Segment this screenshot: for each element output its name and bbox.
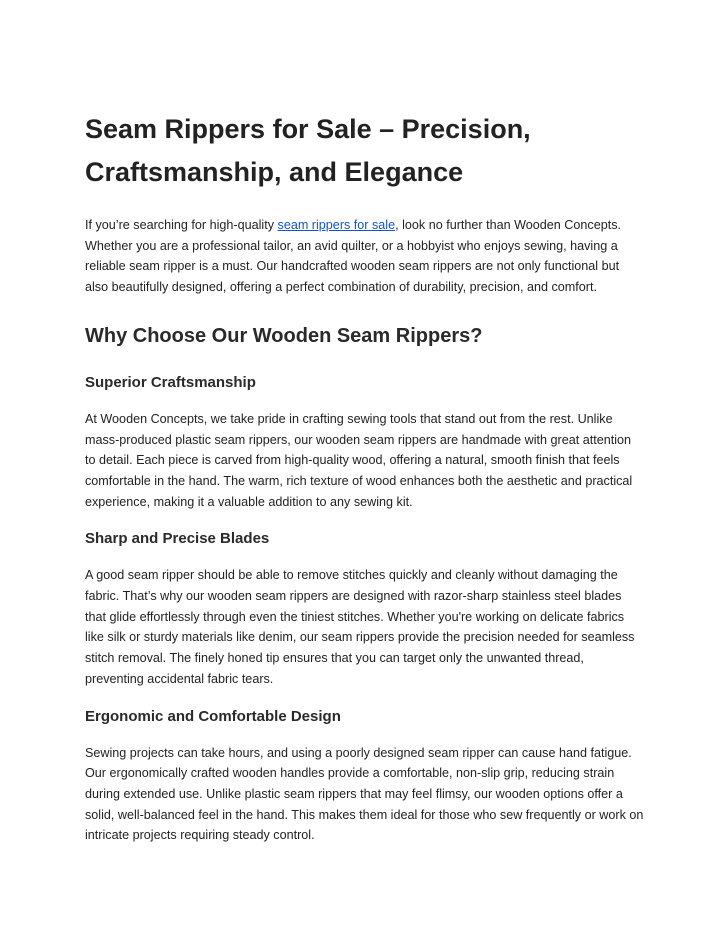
section-heading-superior-craftsmanship: Superior Craftsmanship: [85, 373, 256, 391]
intro-text-after-link: , look no further than Wooden Concepts. Whether you are a professional tailor, an avid quilter, or a hobbyist who enjoys sewing, having a reliable seam ripper is a must. Our handcrafted wooden seam rippers are not only functional but also beautifully designed, offering a perfect combination of durability, precision, and comfort.: [85, 218, 622, 295]
section-body-ergonomic-design: Sewing projects can take hours, and using a poorly designed seam ripper can cause hand fatigue. Our ergonomically crafted wooden handles provide a comfortable, non-slip grip, reducing strain during extended use. Unlike plastic seam rippers that may feel flimsy, our wooden options offer a solid, well-balanced feel in the hand. This makes them ideal for those who sew frequently or work on intricate projects requiring steady control.: [85, 745, 644, 843]
section-body-superior-craftsmanship: At Wooden Concepts, we take pride in crafting sewing tools that stand out from the rest. Unlike mass-produced plastic seam rippers, our wooden seam rippers are handmade with great attention to detail. Each piece is carved from high-quality wood, offering a natural, smooth finish that feels comfortable in the hand. The warm, rich texture of wood enhances both the aesthetic and practical experience, making it a valuable addition to any sewing kit.: [85, 411, 633, 509]
section-heading-sharp-blades: Sharp and Precise Blades: [85, 530, 270, 548]
seam-rippers-for-sale-link[interactable]: seam rippers for sale: [277, 218, 396, 232]
section-body-sharp-blades: A good seam ripper should be able to remove stitches quickly and cleanly without damaging the fabric. That’s why our wooden seam rippers are designed with razor-sharp stainless steel blades that glide effortlessly through even the tiniest stitches. Whether you're working on delicate fabrics like silk or sturdy materials like denim, our seam rippers provide the precision needed for seamless stitch removal. The finely honed tip ensures that you can target only the unwanted thread, preventing accidental fabric tears.: [85, 568, 635, 686]
intro-paragraph: [85, 215, 645, 298]
document-page: [85, 108, 645, 846]
section-heading-ergonomic-design: Ergonomic and Comfortable Design: [85, 707, 341, 725]
intro-text-before-link: If you’re searching for high-quality: [85, 218, 278, 232]
why-choose-heading: Why Choose Our Wooden Seam Rippers?: [85, 324, 483, 347]
page-title: Seam Rippers for Sale – Precision, Craftsmanship, and Elegance: [85, 114, 531, 187]
